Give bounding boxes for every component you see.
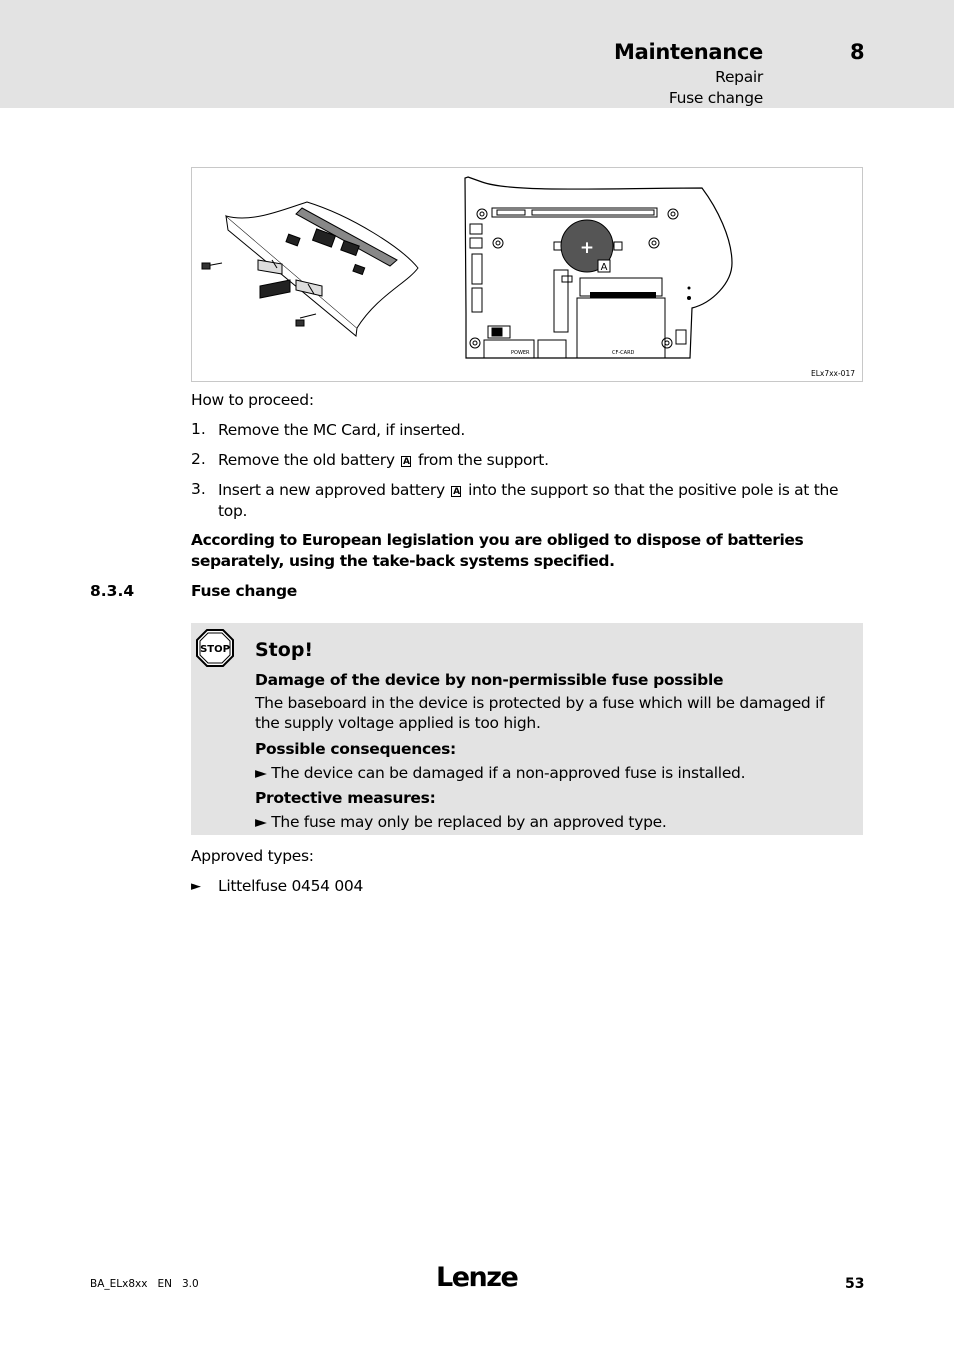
step-number-2: 2. <box>191 450 206 468</box>
step-number-1: 1. <box>191 420 206 438</box>
lenze-logo: Lenze <box>436 1262 518 1293</box>
chapter-number: 8 <box>850 40 865 64</box>
battery-plus-symbol: + <box>579 238 595 258</box>
figure-code: ELx7xx-017 <box>810 369 855 378</box>
device-illustration <box>192 168 864 383</box>
step-text-2 <box>218 450 858 471</box>
battery-marker-label: A <box>600 262 608 273</box>
measure-item: ► The fuse may only be replaced by an approved type. <box>255 813 667 831</box>
footer-doc-id: BA_ELx8xx EN 3.0 <box>90 1278 199 1290</box>
stop-heading: Stop! <box>255 639 314 661</box>
step-3-text-before: Insert a new approved battery <box>218 481 445 499</box>
breadcrumb-fuse-change: Fuse change <box>668 89 763 107</box>
step-number-3: 3. <box>191 480 206 498</box>
stop-subheading: Damage of the device by non-permissible fuse possible <box>255 671 724 689</box>
step-3-text-after: into the support so that the positive pole is at the top. <box>218 481 839 520</box>
power-label: POWER <box>511 350 530 356</box>
legislation-note: According to European legislation you are obliged to dispose of batteries separately, using the take-back systems specified. <box>191 531 804 570</box>
step-2-text-after: from the support. <box>418 451 549 469</box>
section-number: 8.3.4 <box>90 582 135 600</box>
battery-marker-a: A <box>403 457 410 467</box>
consequence-item: ► The device can be damaged if a non-approved fuse is installed. <box>255 764 746 782</box>
header-band <box>0 0 954 108</box>
approved-bullet: ► <box>191 879 201 894</box>
stop-sign-icon <box>196 629 234 667</box>
step-2-text-before: Remove the old battery <box>218 451 395 469</box>
section-title: Fuse change <box>191 582 298 600</box>
stop-icon-text: STOP <box>200 644 230 655</box>
approved-types-intro: Approved types: <box>191 847 314 865</box>
stop-description: The baseboard in the device is protected by a fuse which will be damaged if the supply voltage applied is too high. <box>255 694 825 732</box>
procedure-intro: How to proceed: <box>191 391 314 409</box>
chapter-title: Maintenance <box>614 40 763 64</box>
approved-item: Littelfuse 0454 004 <box>218 877 364 895</box>
figure-battery-change <box>191 167 863 382</box>
cf-card-label: CF-CARD <box>612 350 635 356</box>
step-text-1: Remove the MC Card, if inserted. <box>218 421 466 439</box>
step-text-3 <box>218 480 858 522</box>
measures-label: Protective measures: <box>255 789 436 807</box>
stop-warning-box <box>191 623 863 835</box>
breadcrumb-repair: Repair <box>715 68 763 86</box>
page-number: 53 <box>845 1276 865 1292</box>
consequences-label: Possible consequences: <box>255 740 456 758</box>
battery-marker-a: A <box>453 487 460 497</box>
